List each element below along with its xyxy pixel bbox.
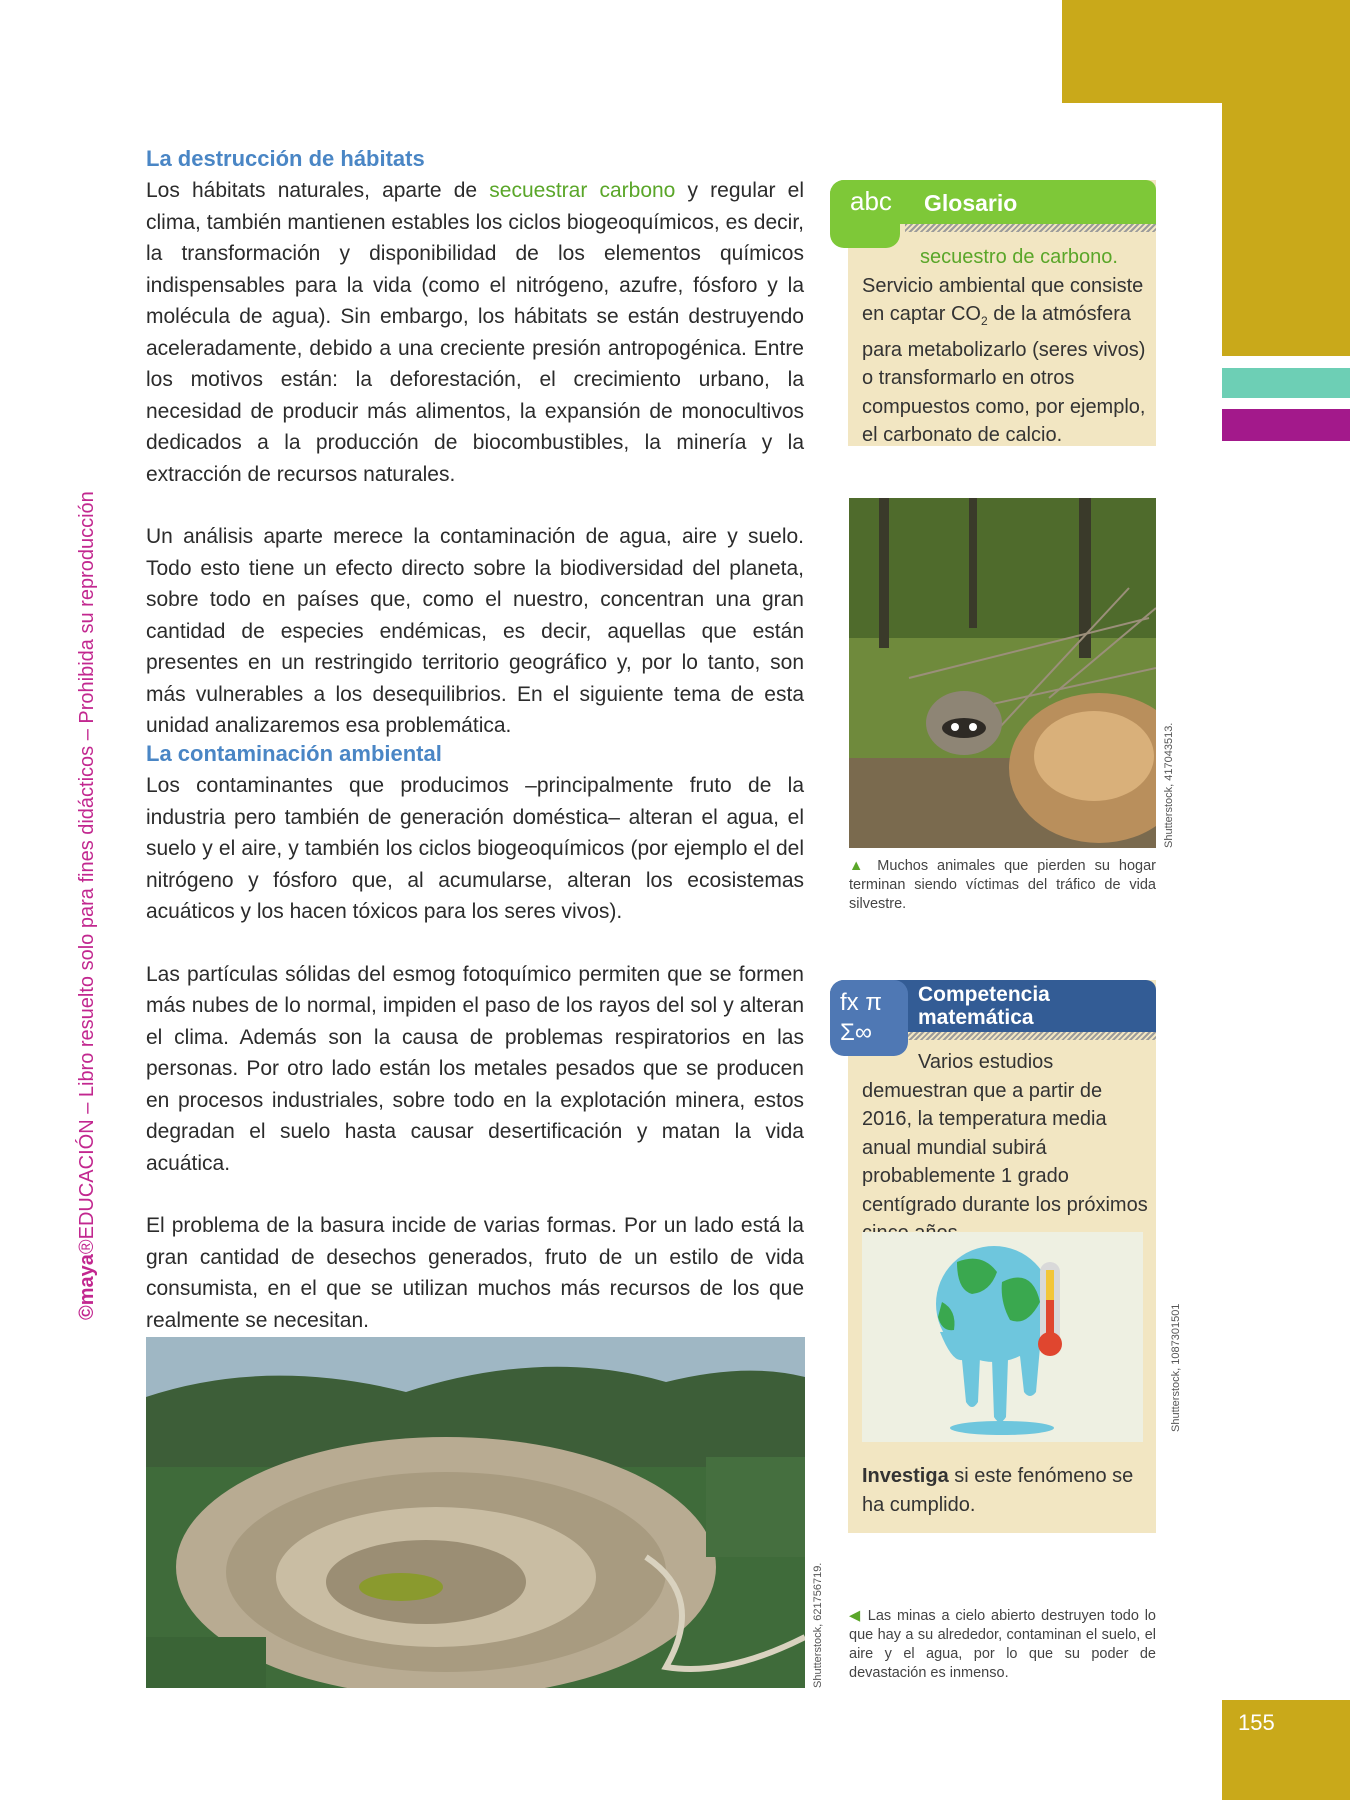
- math-symbols-icon: fx π Σ∞: [830, 980, 908, 1056]
- paragraph-habitats-1: Los hábitats naturales, aparte de secuestrar carbono y regular el clima, también mantienen estables los ciclos biogeoquímicos, es decir, la transformación y disponibilidad de los elementos químicos indispensables para la vida (como el nitrógeno, azufre, fósforo y la molécula de agua). Sin embargo, los hábitats se están destruyendo aceleradamente, debido a una creciente presión antropogénica. Entre los motivos están: la deforestación, el crecimiento urbano, la necesidad de producir más alimentos, la expansión de monocultivos dedicados a la producción de biocombustibles, la minería y la extracción de recursos naturales.: [146, 179, 805, 486]
- melting-earth-illustration: [862, 1232, 1143, 1442]
- paragraph-contamination-2: Las partículas sólidas del esmog fotoquímico permiten que se formen más nubes de lo normal, impiden el paso de los rayos del sol y alteran el clima. Además son la causa de problemas respiratorios en las personas. Por otro lado están los metales pesados que se producen en procesos industriales, sobre todo en la explotación minera, estos degradan el suelo hasta causar desertificación y matan la vida acuática.: [146, 962, 804, 1175]
- side-copyright: [76, 460, 99, 1320]
- glossary-definition: secuestro de carbono. Servicio ambiental que consiste en captar $CO_2$ de la atmósfera para metabolizarlo (seres vivos) o transformarlo en otros compuestos como, por ejemplo, el carbonato de calcio.: [862, 243, 1148, 450]
- paragraph-contamination-1: Los contaminantes que producimos –principalmente fruto de la industria pero también de generación doméstica– alteran el agua, el suelo y el aire, y también los ciclos biogeoquímicos (por ejemplo el del nitrógeno y fósforo que, al acumularse, alteran los ecosistemas acuáticos y los hacen tóxicos para los seres vivos).: [146, 774, 804, 923]
- glossary-term: secuestro de carbono.: [920, 246, 1118, 268]
- earth-illustration-credit: Shutterstock, 1087301501: [1170, 1303, 1182, 1432]
- glossary-title: Glosario: [924, 190, 1018, 216]
- competencia-title: Competencia matemática: [918, 983, 1050, 1029]
- competencia-text: Varios estudios demuestran que a partir de 2016, la temperatura media anual mundial subirá probablemente 1 grado centígrado durante los próximos: [862, 1051, 1148, 1216]
- raccoon-photo-credit: Shutterstock, 417043513.: [1163, 722, 1175, 848]
- triangle-left-icon: ◀: [849, 1608, 868, 1624]
- section-habitats: [146, 143, 804, 742]
- brand-logo-text: ©maya: [76, 1254, 98, 1320]
- section-contamination: [146, 738, 804, 1336]
- decor-band-magenta: [1222, 409, 1350, 441]
- abc-icon: abc: [830, 180, 900, 248]
- decor-band-teal: [1222, 368, 1350, 398]
- page-number: 155: [1222, 1700, 1350, 1800]
- copyright-text: ®EDUCACIÓN – Libro resuelto solo para fines didácticos – Prohibida su reproducción: [76, 491, 98, 1255]
- decor-band-gold: [1062, 0, 1350, 103]
- heading-contamination: La contaminación ambiental: [146, 741, 442, 766]
- mine-photo-credit: Shutterstock, 621756719.: [812, 1562, 824, 1688]
- paragraph-habitats-2: Un análisis aparte merece la contaminación de agua, aire y suelo. Todo esto tiene un efecto directo sobre la biodiversidad del planeta, sobre todo en países que, como el nuestro, concentran una gran cantidad de especies endémicas, es decir, aquellas que están presentes en un restringido territorio geográfico y, por lo tanto, son más vulnerables a los desequilibrios. En el siguiente tema de esta unidad analizaremos esa problemática.: [146, 525, 804, 737]
- raccoon-photo-caption: ▲ Muchos animales que pierden su hogar terminan siendo víctimas del tráfico de vida silvestre.: [849, 858, 1156, 912]
- glossary-hatch: [905, 224, 1156, 232]
- competencia-investiga: Investiga si este fenómeno se ha cumplido.: [862, 1465, 1134, 1516]
- competencia-hatch: [905, 1032, 1156, 1040]
- mine-photo-caption: ◀ Las minas a cielo abierto destruyen todo lo que hay a su alrededor, contaminan el suelo, el aire y el agua, por lo que su poder de devastación es inmenso.: [849, 1608, 1156, 1681]
- glossary-term-link[interactable]: secuestrar carbono: [489, 179, 676, 202]
- raccoon-photo: [849, 498, 1156, 848]
- decor-band-gold-lower: [1222, 103, 1350, 356]
- paragraph-contamination-3: El problema de la basura incide de varias formas. Por un lado está la gran cantidad de desechos generados, fruto de un estilo de vida consumista, en el que se utilizan muchos más recursos de los que realmente se necesitan.: [146, 1214, 804, 1332]
- heading-habitat-destruction: La destrucción de hábitats: [146, 146, 425, 171]
- open-pit-mine-photo: [146, 1337, 805, 1688]
- triangle-up-icon: ▲: [849, 858, 878, 874]
